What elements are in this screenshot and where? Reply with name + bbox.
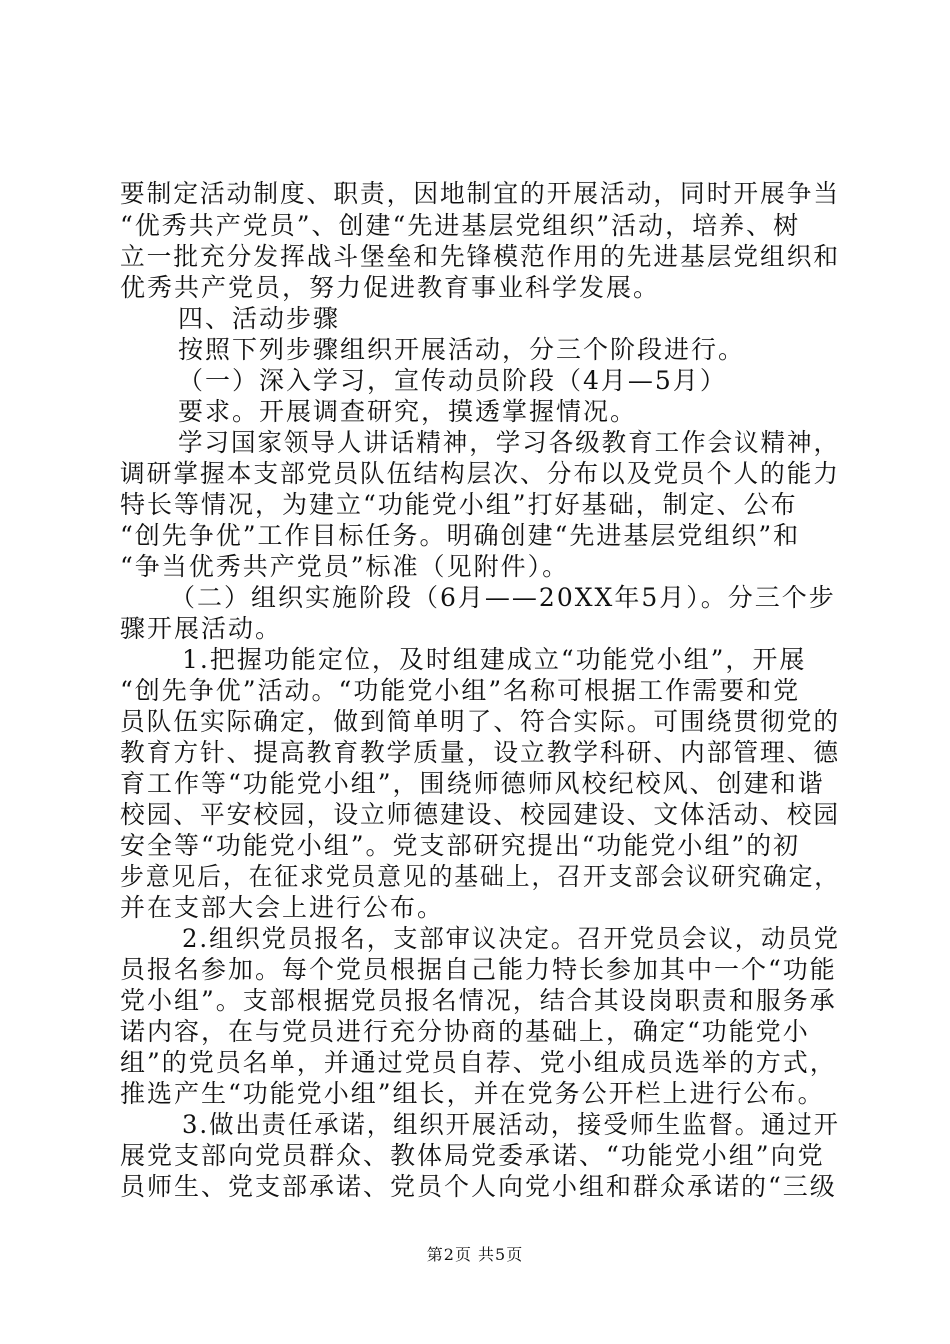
text-line: 展党支部向党员群众、教体局党委承诺、“功能党小组”向党 bbox=[120, 1141, 825, 1170]
text-line: 调研掌握本支部党员队伍结构层次、分布以及党员个人的能力 bbox=[120, 459, 841, 488]
text-line: 骤开展活动。 bbox=[120, 614, 283, 643]
text-line: 学习国家领导人讲话精神，学习各级教育工作会议精神， bbox=[178, 428, 840, 457]
text-line: 3.做出责任承诺，组织开展活动，接受师生监督。通过开 bbox=[182, 1110, 840, 1139]
text-line: 校园、平安校园，设立师德建设、校园建设、文体活动、校园 bbox=[120, 800, 841, 829]
text-line: 党小组”。支部根据党员报名情况，结合其设岗职责和服务承 bbox=[120, 986, 837, 1015]
text-line: 优秀共产党员，努力促进教育事业科学发展。 bbox=[120, 273, 661, 302]
text-line: 按照下列步骤组织开展活动，分三个阶段进行。 bbox=[178, 335, 746, 364]
text-line: 组”的党员名单，并通过党员自荐、党小组成员选举的方式， bbox=[120, 1048, 837, 1077]
page-footer: 第2页 共5页 bbox=[426, 1245, 524, 1264]
text-line: 立一批充分发挥战斗堡垒和先锋模范作用的先进基层党组织和 bbox=[120, 242, 841, 271]
text-line: 并在支部大会上进行公布。 bbox=[120, 893, 445, 922]
text-line: 要制定活动制度、职责，因地制宜的开展活动，同时开展争当 bbox=[120, 179, 841, 208]
subsection-heading: （二）组织实施阶段（6月——20XX年5月）。分三个步 bbox=[170, 583, 836, 612]
text-line: 推选产生“功能党小组”组长，并在党务公开栏上进行公布。 bbox=[120, 1079, 825, 1108]
text-line: “优秀共产党员”、创建“先进基层党组织”活动，培养、树 bbox=[120, 211, 801, 240]
text-line: “创先争优”活动。“功能党小组”名称可根据工作需要和党 bbox=[120, 676, 801, 705]
text-line: 特长等情况，为建立“功能党小组”打好基础，制定、公布 bbox=[120, 490, 798, 519]
section-heading: 四、活动步骤 bbox=[178, 304, 341, 333]
text-line: 教育方针、提高教育教学质量，设立教学科研、内部管理、德 bbox=[120, 738, 841, 767]
text-line: 员队伍实际确定，做到简单明了、符合实际。可围绕贯彻党的 bbox=[120, 707, 841, 736]
text-line: “争当优秀共产党员”标准（见附件）。 bbox=[120, 552, 570, 581]
text-line: 要求。开展调查研究，摸透掌握情况。 bbox=[178, 397, 638, 426]
text-line: “创先争优”工作目标任务。明确创建“先进基层党组织”和 bbox=[120, 521, 801, 550]
text-line: 2.组织党员报名，支部审议决定。召开党员会议，动员党 bbox=[182, 924, 840, 953]
text-line: 安全等“功能党小组”。党支部研究提出“功能党小组”的初 bbox=[120, 831, 801, 860]
text-line: 员报名参加。每个党员根据自己能力特长参加其中一个“功能 bbox=[120, 955, 837, 984]
text-line: 员师生、党支部承诺、党员个人向党小组和群众承诺的“三级 bbox=[120, 1172, 837, 1201]
text-line: 步意见后，在征求党员意见的基础上，召开支部会议研究确定， bbox=[120, 862, 841, 891]
text-line: 育工作等“功能党小组”，围绕师德师风校纪校风、创建和谐 bbox=[120, 769, 825, 798]
text-line: 1.把握功能定位，及时组建成立“功能党小组”，开展 bbox=[182, 645, 807, 674]
subsection-heading: （一）深入学习，宣传动员阶段（4月—5月） bbox=[178, 366, 727, 395]
text-line: 诺内容，在与党员进行充分协商的基础上，确定“功能党小 bbox=[120, 1017, 810, 1046]
